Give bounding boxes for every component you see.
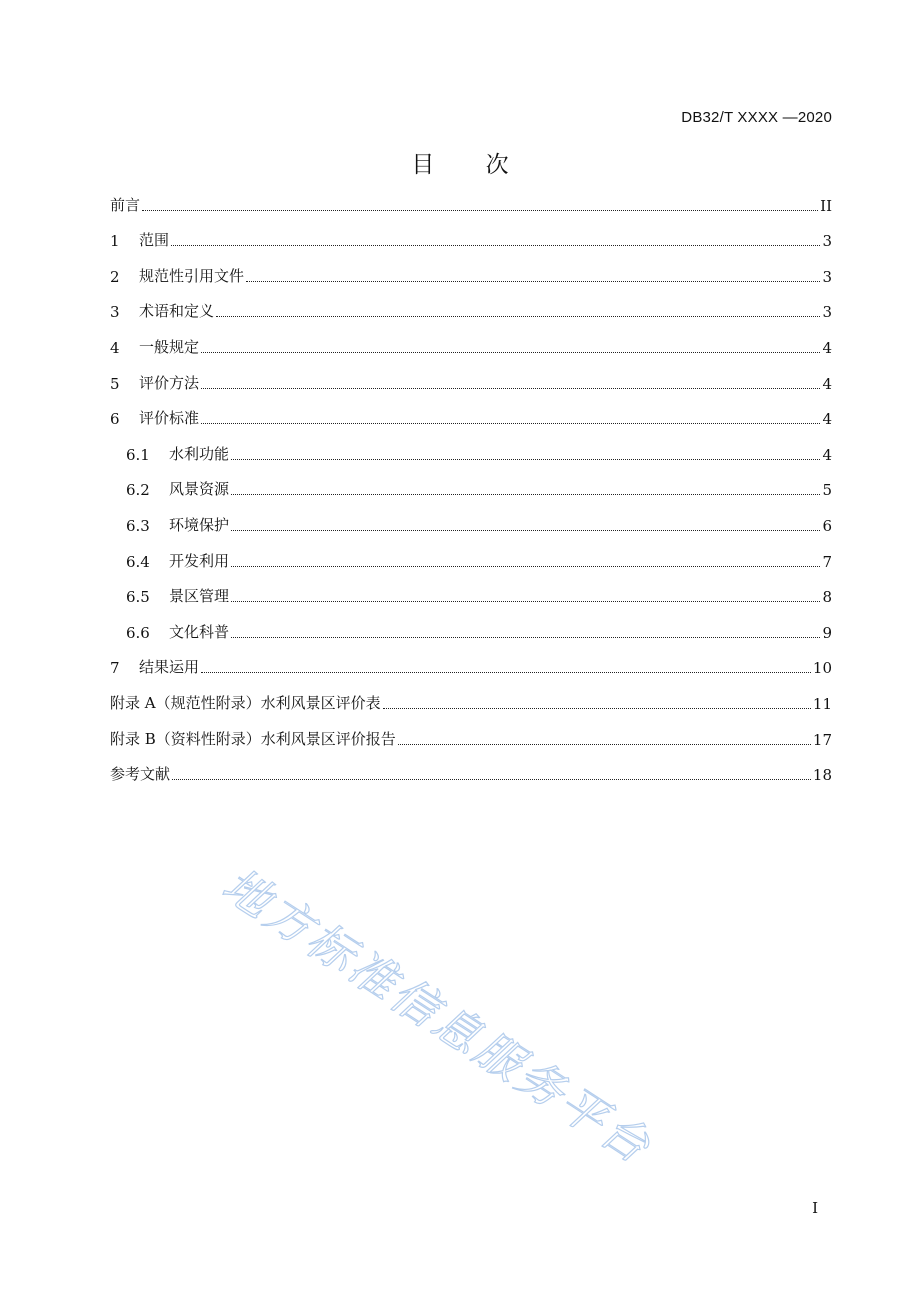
toc-entry-page: 4 xyxy=(822,338,832,357)
dot-leader xyxy=(201,672,811,673)
toc-entry-title: 风景资源 xyxy=(169,480,230,499)
toc-entry-evaluation-standard[interactable] xyxy=(110,400,832,436)
toc-entry-page: 3 xyxy=(822,232,832,251)
toc-title: 目 次 xyxy=(411,152,531,178)
toc-entry-preface[interactable] xyxy=(110,186,832,222)
dot-leader xyxy=(201,352,820,353)
toc-entry-page: 8 xyxy=(822,588,832,607)
dot-leader xyxy=(142,210,818,211)
toc-entry-title: 景区管理 xyxy=(169,587,230,606)
toc-entry-number: 4 xyxy=(110,338,120,357)
toc-entry-title: 附录 A（规范性附录）水利风景区评价表 xyxy=(110,693,381,712)
dot-leader xyxy=(231,601,820,602)
toc-entry-page: 3 xyxy=(822,303,832,322)
toc-entry-6-3[interactable] xyxy=(110,506,832,542)
toc-entry-page: 17 xyxy=(812,730,832,749)
toc-entry-number: 3 xyxy=(110,303,120,322)
toc-entry-page: 4 xyxy=(822,445,832,464)
page-number: I xyxy=(812,1199,818,1217)
toc-entry-number: 7 xyxy=(110,659,120,678)
toc-entry-page: 7 xyxy=(822,552,832,571)
toc-entry-6-5[interactable] xyxy=(110,578,832,614)
toc-entry-title: 文化科普 xyxy=(169,622,230,641)
toc-entry-title: 评价方法 xyxy=(139,373,200,392)
toc-entry-page: 6 xyxy=(822,516,832,535)
toc-entry-title: 附录 B（资料性附录）水利风景区评价报告 xyxy=(110,729,396,748)
toc-entry-result-application[interactable] xyxy=(110,649,832,685)
toc-entry-6-4[interactable] xyxy=(110,542,832,578)
dot-leader xyxy=(201,388,820,389)
toc-entry-title: 前言 xyxy=(110,195,141,214)
dot-leader xyxy=(231,459,820,460)
toc-entry-page: 3 xyxy=(822,267,832,286)
dot-leader xyxy=(383,708,811,709)
toc-entry-number: 6.1 xyxy=(126,445,150,464)
toc-entry-number: 1 xyxy=(110,232,120,251)
toc-entry-normative-references[interactable] xyxy=(110,257,832,293)
toc-entry-evaluation-method[interactable] xyxy=(110,364,832,400)
toc-entry-page: 18 xyxy=(812,766,832,785)
toc-entry-title: 评价标准 xyxy=(139,409,200,428)
toc-entry-number: 6 xyxy=(110,410,120,429)
dot-leader xyxy=(171,245,820,246)
toc-entry-number: 5 xyxy=(110,374,120,393)
toc-entry-title: 水利功能 xyxy=(169,444,230,463)
toc-entry-6-6[interactable] xyxy=(110,613,832,649)
toc-entry-title: 结果运用 xyxy=(139,658,200,677)
toc-entry-6-2[interactable] xyxy=(110,471,832,507)
toc-entry-page: 4 xyxy=(822,410,832,429)
dot-leader xyxy=(231,494,820,495)
toc-entry-title: 规范性引用文件 xyxy=(139,266,245,285)
toc-entry-title: 开发利用 xyxy=(169,551,230,570)
toc-entry-page: 9 xyxy=(822,623,832,642)
toc-entry-number: 2 xyxy=(110,267,120,286)
dot-leader xyxy=(231,637,820,638)
toc-entry-page: 4 xyxy=(822,374,832,393)
dot-leader xyxy=(231,530,820,531)
toc-entry-page: 10 xyxy=(812,659,832,678)
toc-entry-number: 6.4 xyxy=(126,552,150,571)
toc-entry-title: 范围 xyxy=(139,231,170,250)
toc-entry-title: 术语和定义 xyxy=(139,302,215,321)
toc-entry-6-1[interactable] xyxy=(110,435,832,471)
toc-entry-title: 环境保护 xyxy=(169,515,230,534)
dot-leader xyxy=(172,779,811,780)
document-code: DB32/T XXXX —2020 xyxy=(681,109,832,126)
toc-entry-appendix-b[interactable] xyxy=(110,720,832,756)
toc-entry-bibliography[interactable] xyxy=(110,756,832,792)
toc-entry-scope[interactable] xyxy=(110,222,832,258)
toc-entry-title: 一般规定 xyxy=(139,337,200,356)
toc-entry-page: 5 xyxy=(822,481,832,500)
dot-leader xyxy=(246,281,820,282)
dot-leader xyxy=(201,423,820,424)
toc-entry-number: 6.3 xyxy=(126,516,150,535)
toc-entry-page: II xyxy=(820,196,832,215)
dot-leader xyxy=(231,566,820,567)
toc-entry-title: 参考文献 xyxy=(110,765,171,784)
toc-entry-page: 11 xyxy=(812,694,832,713)
toc-entry-terms-definitions[interactable] xyxy=(110,293,832,329)
toc-entry-number: 6.2 xyxy=(126,481,150,500)
dot-leader xyxy=(398,744,811,745)
toc-entry-general-provisions[interactable] xyxy=(110,328,832,364)
toc-entry-number: 6.5 xyxy=(126,588,150,607)
table-of-contents xyxy=(110,186,832,791)
watermark-text: 地方标准信息服务平台 xyxy=(213,857,663,1175)
toc-entry-number: 6.6 xyxy=(126,623,150,642)
toc-entry-appendix-a[interactable] xyxy=(110,684,832,720)
dot-leader xyxy=(216,316,820,317)
